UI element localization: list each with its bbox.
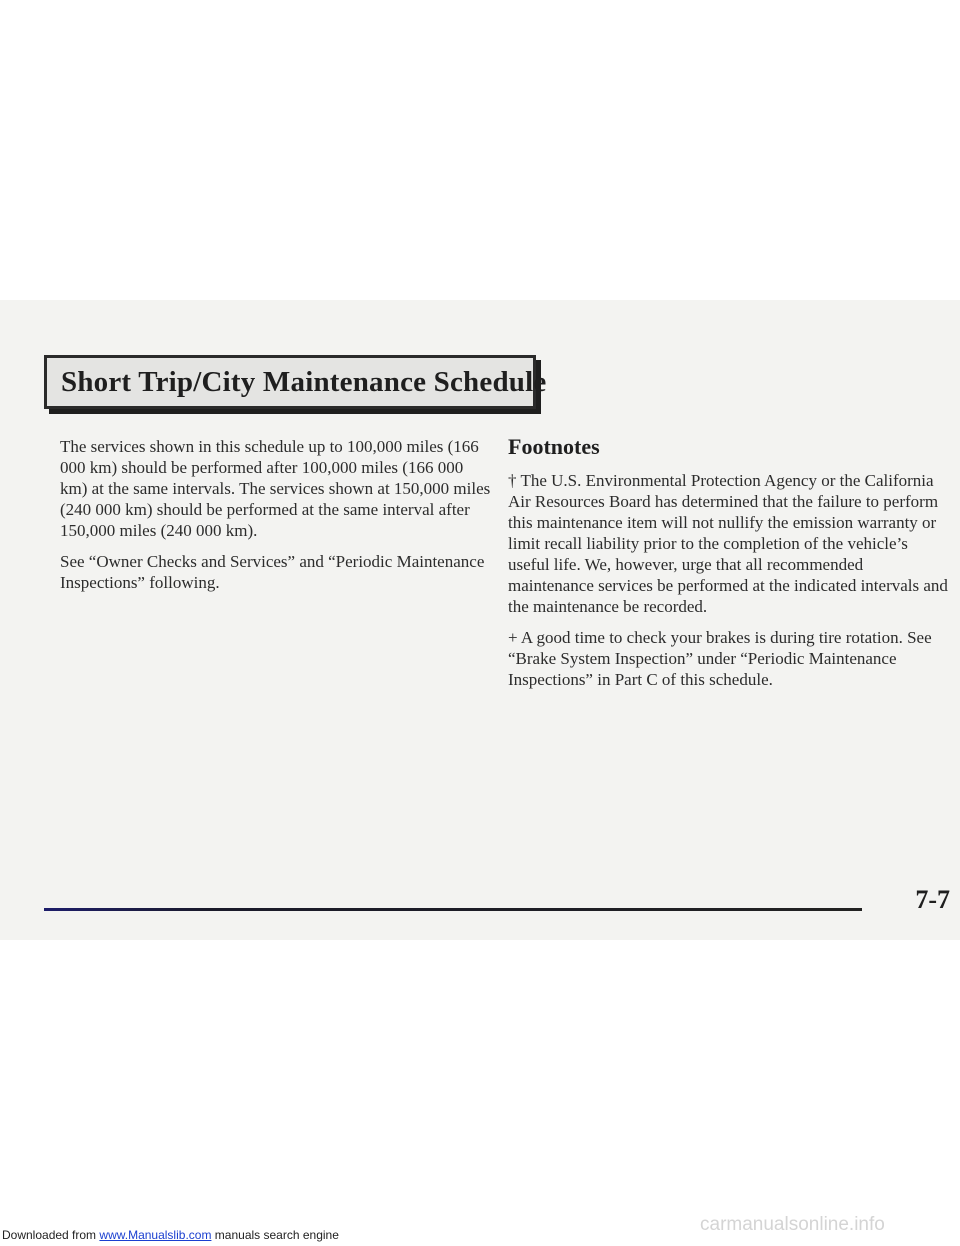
bottom-margin bbox=[0, 940, 960, 1242]
download-prefix: Downloaded from bbox=[2, 1228, 97, 1242]
left-column bbox=[60, 436, 492, 603]
footnote-plus: + A good time to check your brakes is during tire rotation. See “Brake System Inspection” under “Periodic Maintenance Inspections” in Part C of this schedule. bbox=[508, 628, 932, 689]
download-notice bbox=[2, 1225, 339, 1246]
manualslib-link[interactable]: www.Manualslib.com bbox=[99, 1228, 212, 1242]
footnotes-heading: Footnotes bbox=[508, 434, 600, 459]
top-margin bbox=[0, 0, 960, 300]
manual-page bbox=[0, 300, 960, 940]
schedule-intro-paragraph: The services shown in this schedule up to 100,000 miles (166 000 km) should be performed after 100,000 miles (166 000 km) at the same intervals. The services shown at 150,000 miles (240 000 km) should be performed at the same interval after 150,000 miles (240 000 km). bbox=[60, 437, 491, 540]
see-also-paragraph: See “Owner Checks and Services” and “Periodic Maintenance Inspections” following. bbox=[60, 552, 485, 592]
download-suffix: manuals search engine bbox=[214, 1228, 339, 1242]
section-title: Short Trip/City Maintenance Schedule bbox=[61, 365, 547, 398]
footnote-dagger: † The U.S. Environmental Protection Agency or the California Air Resources Board has determined that the failure to perform this maintenance item will not nullify the emission warranty or limit recall liability prior to the completion of the vehicle’s useful life. We, however, urge that all recommended maintenance services be performed at the indicated intervals and the maintenance be recorded. bbox=[508, 471, 948, 616]
right-column bbox=[508, 434, 948, 700]
page-number: 7-7 bbox=[915, 885, 950, 914]
watermark-text: carmanualsonline.info bbox=[700, 1214, 885, 1235]
footer-rule bbox=[44, 908, 862, 911]
section-header-box bbox=[44, 355, 547, 409]
